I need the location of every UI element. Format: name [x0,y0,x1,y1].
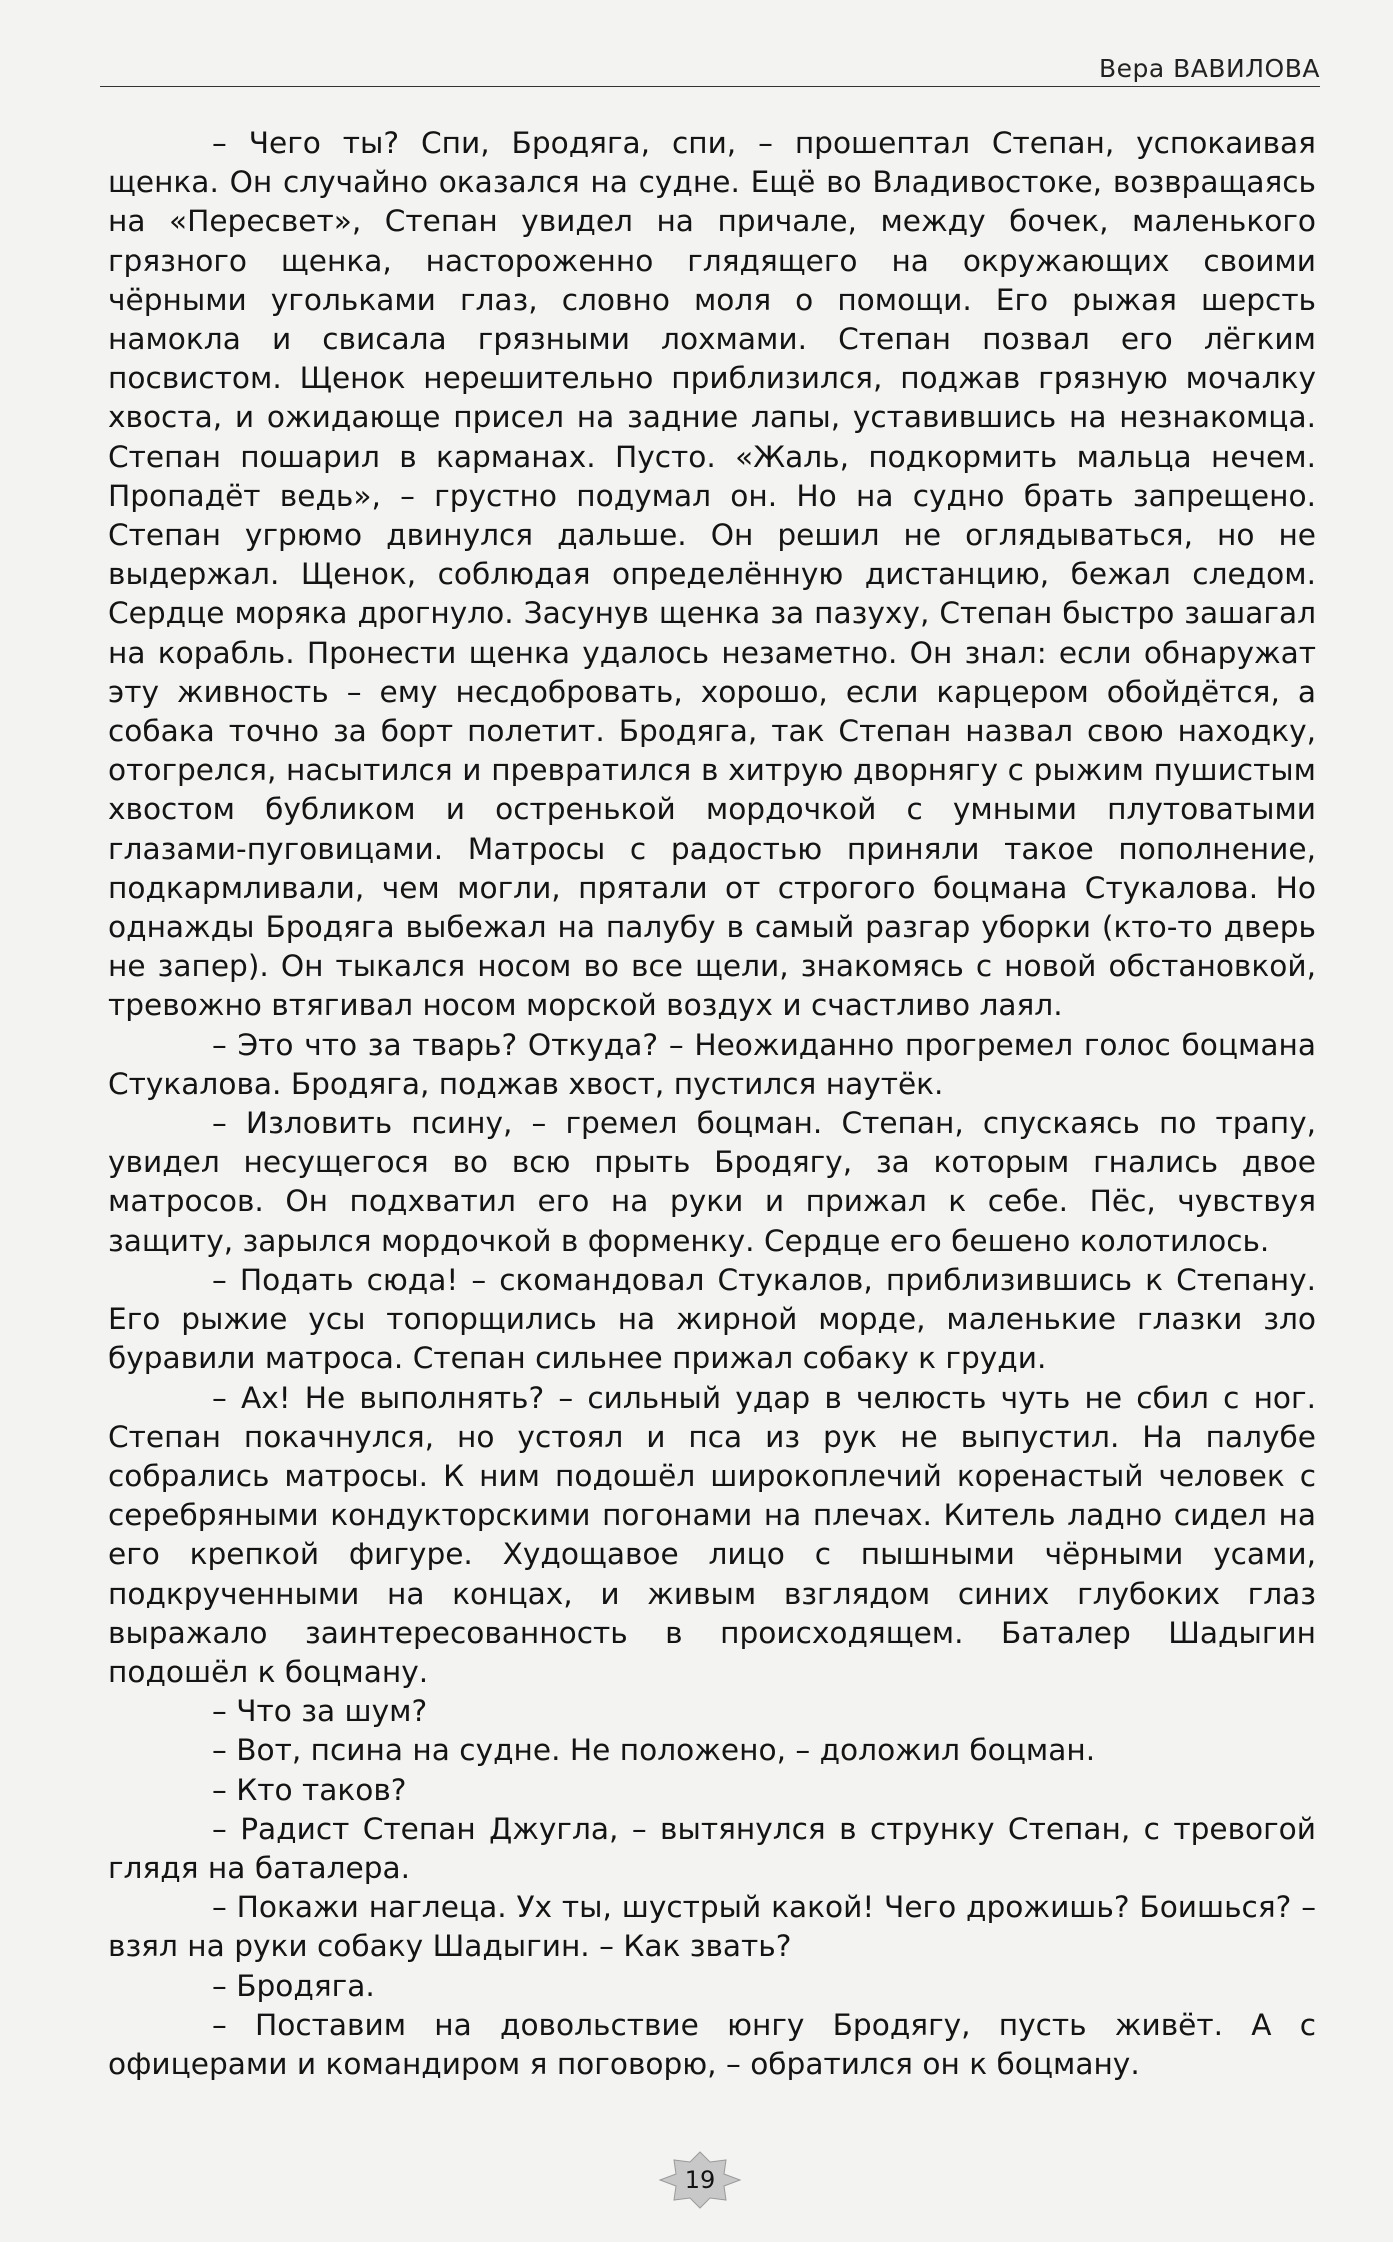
paragraph: – Подать сюда! – скомандовал Стукалов, приблизившись к Степану. Его рыжие усы топорщились на жирной морде, маленькие глазки зло буравили матроса. Степан сильнее прижал собаку к груди. [108,1262,1316,1376]
paragraph: – Чего ты? Спи, Бродяга, спи, – прошептал Степан, успокаивая щенка. Он случайно оказался на судне. Ещё во Владивостоке, возвращаясь на «Пересвет», Степан увидел на причале, между бочек, маленького грязного щенка, настороженно глядящего на окружающих своими чёрными угольками глаз, словно моля о помощи. Его рыжая шерсть намокла и свисала грязными лохмами. Степан позвал его лёгким посвистом. Щенок нерешительно приблизился, поджав грязную мочалку хвоста, и ожидающе присел на задние лапы, уставившись на незнакомца. Степан пошарил в карманах. Пусто. «Жаль, подкормить мальца нечем. Пропадёт ведь», – грустно подумал он. Но на судно брать запрещено. Степан угрюмо двинулся дальше. Он решил не оглядываться, но не выдержал. Щенок, соблюдая определённую дистанцию, бежал следом. Сердце моряка дрогнуло. Засунув щенка за пазуху, Степан быстро зашагал на корабль. Пронести щенка удалось незаметно. Он знал: если обнаружат эту живность – ему несдобровать, хорошо, если карцером обойдётся, а собака точно за борт полетит. Бродяга, так Степан назвал свою находку, отогрелся, насытился и превратился в хитрую дворнягу с рыжим пушистым хвостом бубликом и остренькой мордочкой с умными плутоватыми глазами-пуговицами. Матросы с радостью приняли такое пополнение, подкармливали, чем могли, прятали от строгого боцмана Стукалова. Но однажды Бродяга выбежал на палубу в самый разгар уборки (кто-то дверь не запер). Он тыкался носом во все щели, знакомясь с новой обстановкой, тревожно втягивал носом морской воздух и счастливо лаял. [108,126,1316,1023]
paragraph: – Ах! Не выполнять? – сильный удар в челюсть чуть не сбил с ног. Степан покачнулся, но устоял и пса из рук не выпустил. На палубе собрались матросы. К ним подошёл широкоплечий коренастый человек с серебряными кондукторскими погонами на плечах. Китель ладно сидел на его крепкой фигуре. Худощавое лицо с пышными чёрными усами, подкрученными на концах, и живым взглядом синих глубоких глаз выражало заинтересованность в происходящем. Баталер Шадыгин подошёл к боцману. [108,1380,1316,1689]
paragraph: – Вот, псина на судне. Не положено, – доложил боцман. [212,1733,1096,1768]
paragraph: – Это что за тварь? Откуда? – Неожиданно прогремел голос боцмана Стукалова. Бродяга, поджав хвост, пустился наутёк. [108,1027,1316,1101]
header-author: Вера ВАВИЛОВА [1098,54,1320,83]
body-text [108,124,1316,2084]
paragraph: – Кто таков? [212,1772,407,1807]
paragraph: – Бродяга. [212,1968,375,2003]
paragraph: – Изловить псину, – гремел боцман. Степан, спускаясь по трапу, увидел несущегося во всю прыть Бродягу, за которым гнались двое матросов. Он подхватил его на руки и прижал к себе. Пёс, чувствуя защиту, зарылся мордочкой в форменку. Сердце его бешено колотилось. [108,1106,1316,1258]
paragraph: – Что за шум? [212,1694,428,1729]
page-number-badge [652,2150,748,2210]
paragraph: – Покажи наглеца. Ух ты, шустрый какой! Чего дрожишь? Боишься? – взял на руки собаку Шадыгин. – Как звать? [108,1890,1316,1964]
paragraph: – Радист Степан Джугла, – вытянулся в струнку Степан, с тревогой глядя на баталера. [108,1811,1316,1885]
paragraph: – Поставим на довольствие юнгу Бродягу, пусть живёт. А с офицерами и командиром я поговорю, – обратился он к боцману. [108,2007,1316,2081]
running-header [100,52,1320,87]
page-number: 19 [684,2166,716,2194]
